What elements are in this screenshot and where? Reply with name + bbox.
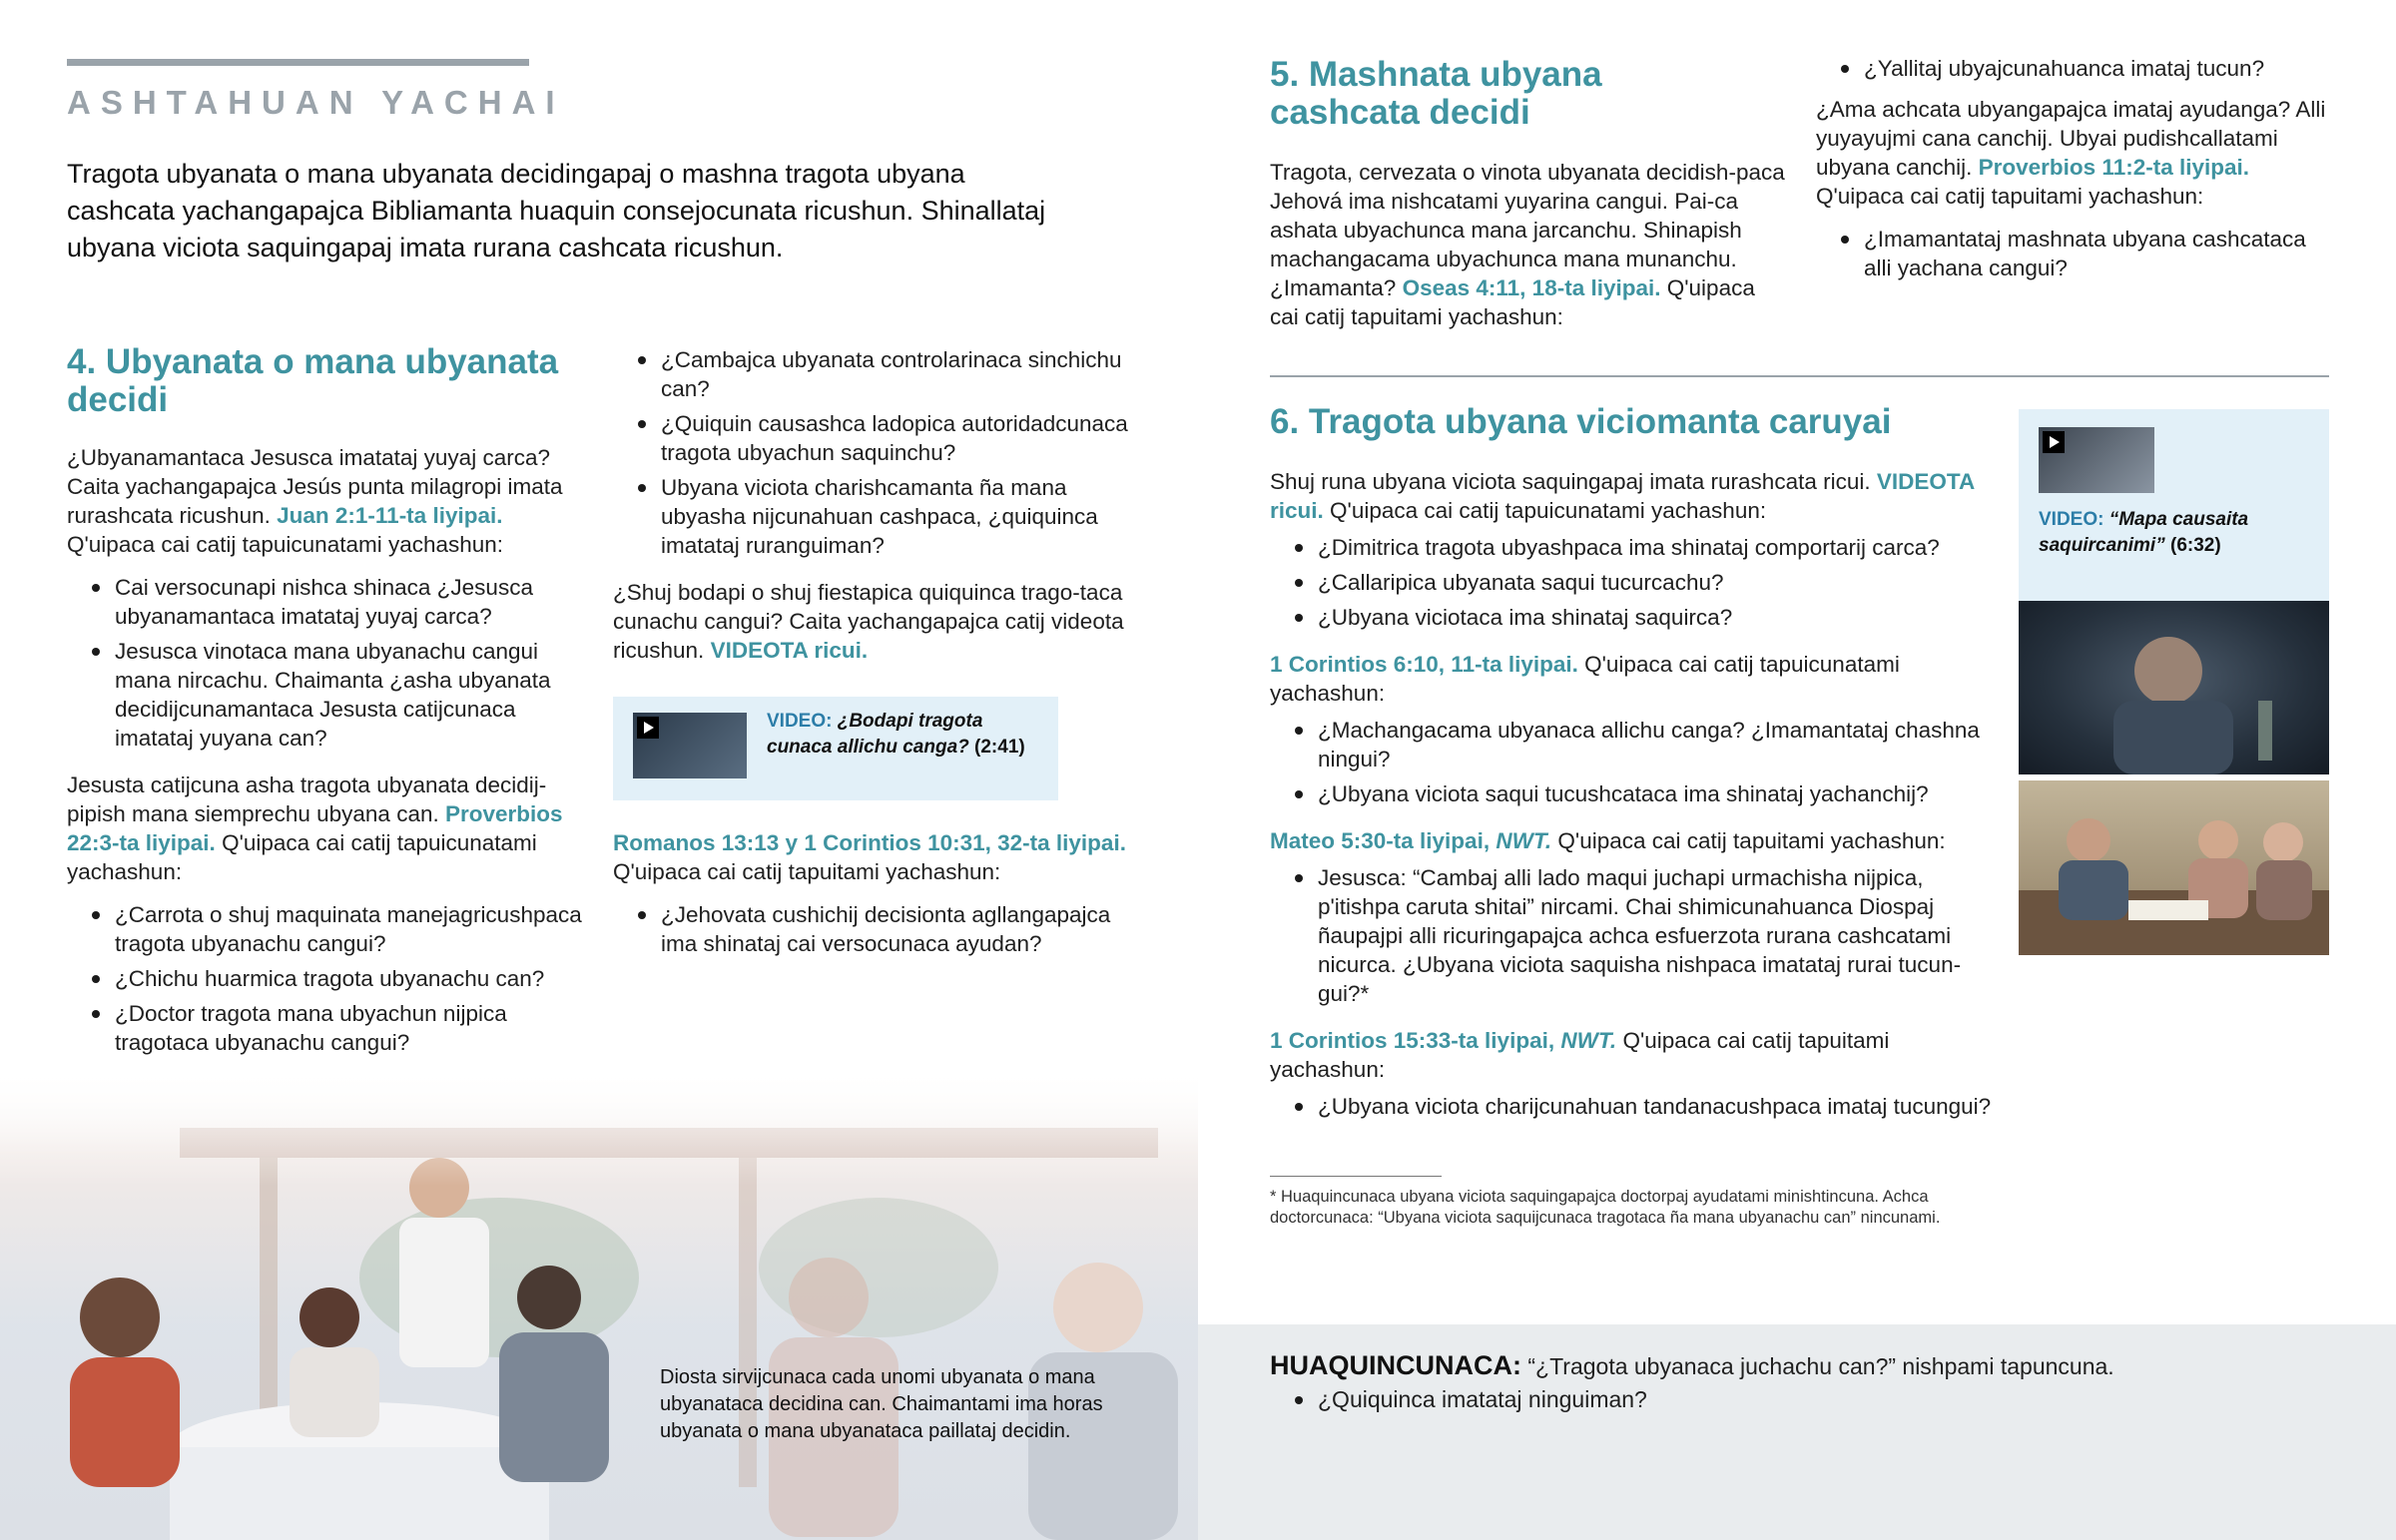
section4-paragraph-3: ¿Shuj bodapi o shuj fiestapica quiquinca trago-taca cunachu cangui? Caita yachangapajca catij videota ricushun. VIDEOTA ricui. <box>613 580 1124 663</box>
scripture-link[interactable]: 1 Corintios 6:10, 11-ta liyipai. <box>1270 652 1578 677</box>
illustration-art <box>0 1068 1198 1540</box>
section5-paragraph-1: Tragota, cervezata o vinota ubyanata decidish-paca Jehová ima nishcatami yuyarina cangui. Pai-ca ashata ubyachunca mana jarcanchu. Shinapish machangacama ubyachunca mana munanchu. ¿Imamanta? Oseas 4:11, 18-ta liyipai. Q'uipaca cai catij tapuitami yachashun: <box>1270 160 1785 329</box>
summary-line: HUAQUINCUNACA: “¿Tragota ubyanaca juchachu can?” nishpami tapuncuna. <box>1270 1350 2114 1380</box>
list-item: Jesusca vinotaca mana ubyanachu cangui mana nircachu. Chaimanta ¿asha ubyanata decidijcunamantaca Jesusta catijcunaca imatataj yuyana can? <box>67 637 586 753</box>
question-list <box>1270 716 2009 808</box>
video-label: VIDEO: “Mapa causaita saquircanimi” (6:32) <box>2039 509 2249 556</box>
restaurant-illustration <box>0 1068 1198 1540</box>
section6-column <box>1270 403 2009 1139</box>
intro-paragraph: Tragota ubyanata o mana ubyanata decidingapaj o mashna tragota ubyana cashcata yachangapajca Bibliamanta huaquin consejocunata ricushun. Shinallataj ubyana viciota saquingapaj imata rurana cashcata ricushun. <box>67 159 1046 262</box>
list-item: ¿Carrota o shuj maquinata manejagricushpaca tragota ubyanachu cangui? <box>67 900 586 958</box>
header-rule <box>67 59 529 66</box>
question-list <box>1816 225 2335 282</box>
summary-title: HUAQUINCUNACA: <box>1270 1350 1521 1380</box>
video-link[interactable]: VIDEOTA ricui. <box>710 638 869 663</box>
video-duration: (6:32) <box>2170 535 2221 556</box>
scripture-link[interactable]: Proverbios 22:3-ta liyipai. <box>67 801 563 855</box>
list-item: ¿Ubyana viciotaca ima shinataj saquirca? <box>1270 603 2009 632</box>
list-item: Ubyana viciota charishcamanta ña mana ubyasha nijcunahuan cashpaca, ¿quiquinca imatataj ruranguiman? <box>613 473 1132 560</box>
section5-column-a <box>1270 56 1789 343</box>
section-divider <box>1270 375 2329 377</box>
list-item: Cai versocunapi nishca shinaca ¿Jesusca ubyanamantaca imatataj yuyaj carca? <box>67 573 586 631</box>
scripture-link[interactable]: Romanos 13:13 y 1 Corintios 10:31, 32-ta liyipai. <box>613 830 1126 855</box>
section6-paragraph-2: 1 Corintios 6:10, 11-ta liyipai. Q'uipaca cai catij tapuicunatami yachashun: <box>1270 652 1900 706</box>
section5-column-b <box>1816 54 2335 300</box>
video-thumbnail[interactable] <box>2039 427 2154 493</box>
video-title: ¿Bodapi tragota cunaca allichu canga? <box>767 711 983 758</box>
list-item: ¿Quiquin causashca ladopica autoridadcunaca tragota ubyachun saquinchu? <box>613 409 1132 467</box>
section4-paragraph-2: Jesusta catijcuna asha tragota ubyanata decidij-pipish mana siemprechu ubyana can. Proverbios 22:3-ta liyipai. Q'uipaca cai catij tapuicunatami yachashun: <box>67 772 563 884</box>
question-list <box>1270 1385 2328 1414</box>
list-item: ¿Cambajca ubyanata controlarinaca sinchichu can? <box>613 345 1132 403</box>
photo-art <box>2019 780 2329 955</box>
question-list <box>1270 533 2009 632</box>
list-item: ¿Imamantataj mashnata ubyana cashcataca alli yachana cangui? <box>1816 225 2335 282</box>
list-item: ¿Doctor tragota mana ubyachun nijpica tragotaca ubyanachu cangui? <box>67 999 586 1057</box>
section6-paragraph-4: 1 Corintios 15:33-ta liyipai, NWT. Q'uipaca cai catij tapuitami yachashun: <box>1270 1028 1890 1082</box>
play-icon[interactable] <box>2043 431 2065 453</box>
video-label: VIDEO: ¿Bodapi tragota cunaca allichu canga? (2:41) <box>767 711 1025 758</box>
video-link[interactable]: VIDEOTA ricui. <box>1270 469 1975 523</box>
section4-column-b-bottom <box>613 828 1132 976</box>
question-list <box>67 900 586 1057</box>
question-list <box>613 345 1132 560</box>
scripture-link[interactable]: Juan 2:1-11-ta liyipai. <box>277 503 503 528</box>
question-list <box>1270 863 1969 1008</box>
question-list <box>1816 54 2335 83</box>
play-icon[interactable] <box>637 717 659 739</box>
video-duration: (2:41) <box>974 737 1025 758</box>
scripture-link[interactable]: 1 Corintios 15:33-ta liyipai, NWT. <box>1270 1028 1617 1053</box>
photo-art <box>2019 601 2329 774</box>
section5-paragraph-2: ¿Ama achcata ubyangapajca imataj ayudanga? Alli yuyayujmi cana canchij. Ubyai pudishcallatami ubyana canchij. Proverbios 11:2-ta liyipai. Q'uipaca cai catij tapuitami yachashun: <box>1816 97 2326 209</box>
list-item: Jesusca: “Cambaj alli lado maqui juchapi urmachisha nijpica, p'itishpa caruta shitai” nircami. Chai shimicunahuanca Diospaj ñaupajpi alli ricuringapajca achca esfuerzota rurana cashcatami nicurca. ¿Ubyana viciota saquisha nishpaca imatataj rurai tucun-gui?* <box>1270 863 1969 1008</box>
question-list <box>613 900 1132 958</box>
family-study-photo <box>2019 780 2329 955</box>
footnote: * Huaquincunaca ubyana viciota saquingapajca doctorpaj ayudatami minishtincuna. Achca doctorcunaca: “Ubyana viciota saquijcunaca tragotaca ña mana ubyanachu can” nincunami. <box>1270 1188 1941 1227</box>
illustration-caption: Diosta sirvijcunaca cada unomi ubyanata o mana ubyanataca decidina can. Chaimantami ima horas ubyanata o mana ubyanataca paillataj decidin. <box>660 1366 1103 1442</box>
list-item: ¿Quiquinca imatataj ninguiman? <box>1270 1385 2328 1414</box>
list-item: ¿Dimitrica tragota ubyashpaca ima shinataj comportarij carca? <box>1270 533 2009 562</box>
section4-column-b <box>613 339 1132 677</box>
summary-block <box>1270 1351 2328 1432</box>
list-item: ¿Yallitaj ubyajcunahuanca imataj tucun? <box>1816 54 2335 83</box>
section6-title: 6. Tragota ubyana viciomanta caruyai <box>1270 402 1892 441</box>
section5-title: 5. Mashnata ubyana cashcata decidi <box>1270 55 1602 132</box>
section4-title: 4. Ubyanata o mana ubyanata decidi <box>67 342 559 419</box>
section6-paragraph-1: Shuj runa ubyana viciota saquingapaj imata rurashcata ricui. VIDEOTA ricui. Q'uipaca cai catij tapuicunatami yachashun: <box>1270 469 1975 523</box>
video-card[interactable] <box>613 697 1058 800</box>
list-item: ¿Chichu huarmica tragota ubyanachu can? <box>67 964 586 993</box>
list-item: ¿Machangacama ubyanaca allichu canga? ¿Imamantataj chashna ningui? <box>1270 716 2009 773</box>
list-item: ¿Callaripica ubyanata saqui tucurcachu? <box>1270 568 2009 597</box>
section4-paragraph-4: Romanos 13:13 y 1 Corintios 10:31, 32-ta liyipai. Q'uipaca cai catij tapuitami yachashun: <box>613 830 1126 884</box>
question-list <box>1270 1092 2009 1121</box>
man-drinking-photo <box>2019 601 2329 774</box>
video-card[interactable] <box>2019 409 2329 601</box>
video-thumbnail[interactable] <box>633 713 747 778</box>
footnote-rule <box>1270 1176 1442 1177</box>
section-kicker: ASHTAHUAN YACHAI <box>67 84 565 121</box>
scripture-link[interactable]: Oseas 4:11, 18-ta liyipai. <box>1402 275 1661 300</box>
section4-column-a <box>67 343 586 1075</box>
list-item: ¿Ubyana viciota saqui tucushcataca ima shinataj yachanchij? <box>1270 779 2009 808</box>
question-list <box>67 573 586 753</box>
section6-paragraph-3: Mateo 5:30-ta liyipai, NWT. Q'uipaca cai catij tapuitami yachashun: <box>1270 828 1946 853</box>
scripture-link[interactable]: Mateo 5:30-ta liyipai, NWT. <box>1270 828 1552 853</box>
list-item: ¿Jehovata cushichij decisionta agllangapajca ima shinataj cai versocunaca ayudan? <box>613 900 1132 958</box>
video-title: “Mapa causaita saquircanimi” <box>2039 509 2249 556</box>
list-item: ¿Ubyana viciota charijcunahuan tandanacushpaca imataj tucungui? <box>1270 1092 2009 1121</box>
scripture-link[interactable]: Proverbios 11:2-ta liyipai. <box>1978 155 2249 180</box>
section4-paragraph-1: ¿Ubyanamantaca Jesusca imatataj yuyaj carca? Caita yachangapajca Jesús punta milagropi imata rurashcata ricushun. Juan 2:1-11-ta liyipai. Q'uipaca cai catij tapuicunatami yachashun: <box>67 445 563 557</box>
